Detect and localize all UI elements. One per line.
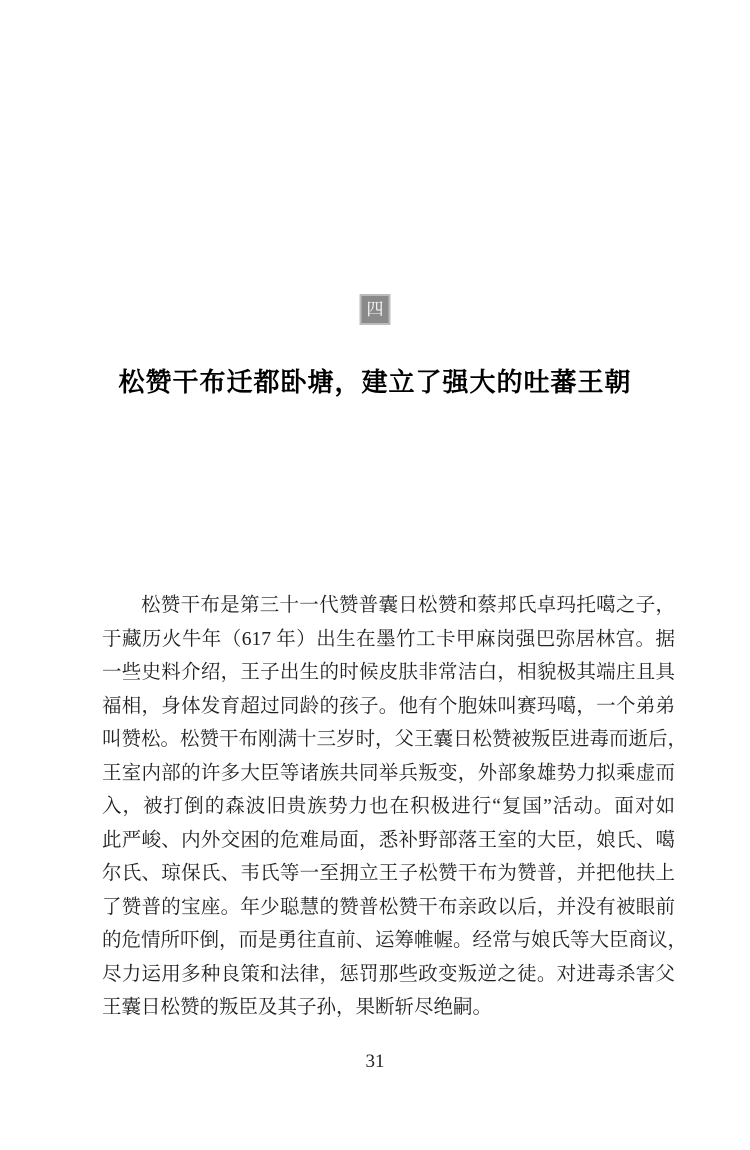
body-line: 尽力运用多种良策和法律，惩罚那些政变叛逆之徒。对进毒杀害父 (102, 963, 675, 985)
body-line: 一些史料介绍，王子出生的时候皮肤非常洁白，相貌极其端庄且具 (102, 662, 675, 683)
body-line: 了赞普的宝座。年少聪慧的赞普松赞干布亲政以后，并没有被眼前 (102, 896, 675, 918)
body-line: 松赞干布是第三十一代赞普囊日松赞和蔡邦氏卓玛托噶之子， (141, 595, 675, 616)
body-line: 叫赞松。松赞干布刚满十三岁时，父王囊日松赞被叛臣进毒而逝后， (102, 729, 688, 750)
page-number: 31 (365, 1051, 385, 1072)
chapter-number-badge: 四 (360, 294, 391, 325)
body-line: 尔氏、琼保氏、韦氏等一至拥立王子松赞干布为赞普，并把他扶上 (102, 863, 675, 884)
body-line: 此严峻、内外交困的危难局面，悉补野部落王室的大臣，娘氏、噶 (102, 829, 675, 851)
body-line: 王室内部的许多大臣等诸族共同举兵叛变，外部象雄势力拟乘虚而 (102, 762, 675, 784)
body-line: 福相，身体发育超过同龄的孩子。他有个胞妹叫赛玛噶，一个弟弟 (102, 695, 675, 717)
body-line: 的危情所吓倒，而是勇往直前、运筹帷幄。经常与娘氏等大臣商议， (102, 930, 688, 951)
body-line: 入，被打倒的森波旧贵族势力也在积极进行“复国”活动。面对如 (102, 796, 675, 817)
body-paragraph (102, 589, 688, 1025)
chapter-title: 松赞干布迁都卧塘，建立了强大的吐蕃王朝 (118, 368, 632, 398)
body-line: 于藏历火牛年（617 年）出生在墨竹工卡甲麻岗强巴弥居林宫。据 (102, 628, 675, 650)
body-line: 王囊日松赞的叛臣及其子孙，果断斩尽绝嗣。 (102, 997, 493, 1018)
